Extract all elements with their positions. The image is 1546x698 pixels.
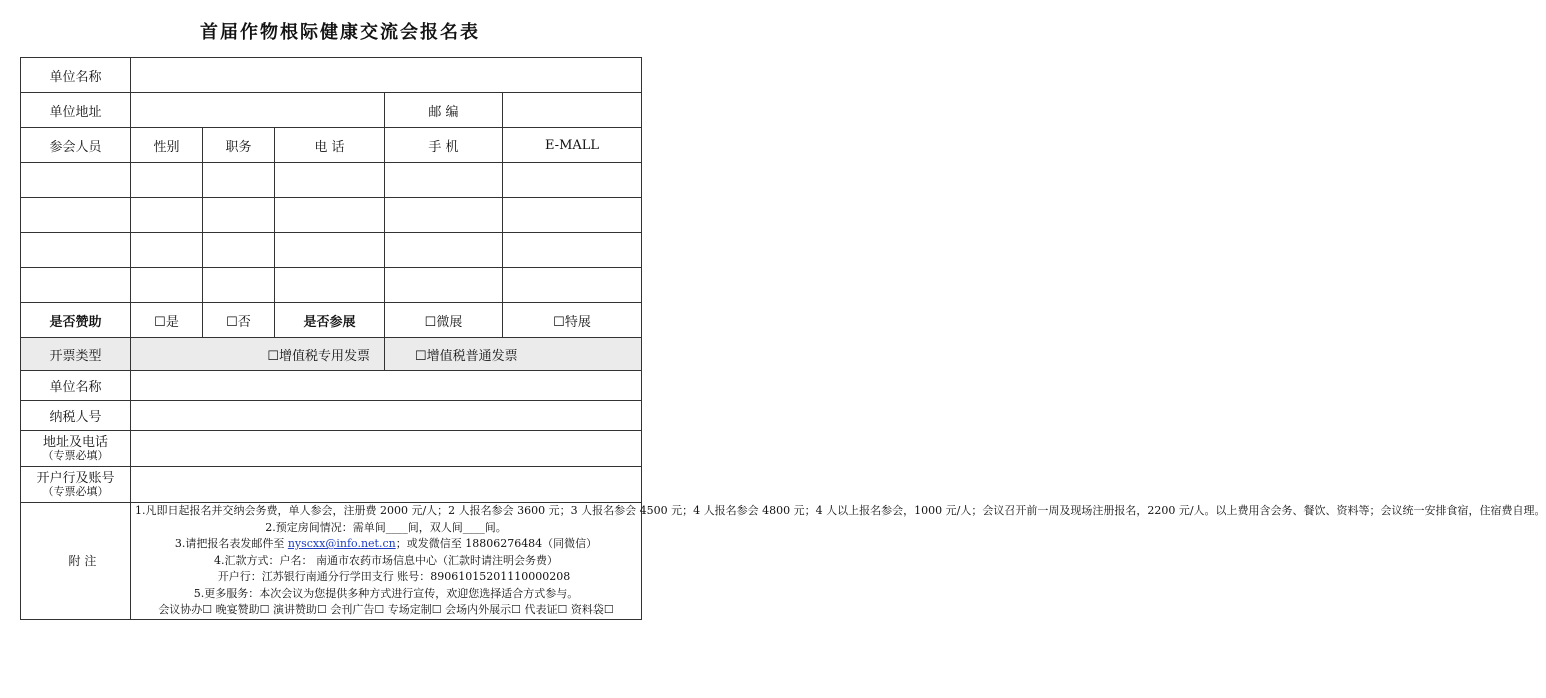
invoice-unit-name-field[interactable] [131, 371, 642, 401]
invoice-unit-name-label: 单位名称 [21, 371, 131, 401]
note-submission-suffix: ；或发微信至 18806276484（同微信） [395, 537, 598, 550]
row-address-phone [21, 431, 642, 467]
notes-label-cell [21, 503, 131, 620]
gender-header: 性别 [131, 128, 203, 163]
row-unit-address [21, 93, 642, 128]
row-notes [21, 503, 642, 620]
service-options[interactable]: 会议协办☐ 晚宴赞助☐ 演讲赞助☐ 会刊广告☐ 专场定制☐ 会场内外展示☐ 代表证☐ 资料袋☐ [158, 603, 614, 616]
email-link[interactable]: nyscxx@info.net.cn [287, 537, 396, 550]
address-phone-field[interactable] [131, 431, 642, 467]
exhibit-label: 是否参展 [275, 303, 385, 338]
note-remittance: 4.汇款方式：户名： 南通市农药市场信息中心（汇款时请注明会务费） [214, 553, 558, 567]
attendee-phone-cell[interactable] [275, 268, 385, 303]
attendee-email-cell[interactable] [503, 233, 642, 268]
attendee-phone-cell[interactable] [275, 198, 385, 233]
sponsor-label: 是否赞助 [21, 303, 131, 338]
postcode-label: 邮 编 [385, 93, 503, 128]
attendees-header: 参会人员 [21, 128, 131, 163]
attendee-email-cell[interactable] [503, 198, 642, 233]
bank-account-label [21, 467, 131, 503]
unit-name-field[interactable] [131, 58, 642, 93]
attendee-gender-cell[interactable] [131, 198, 203, 233]
attendee-name-cell[interactable] [21, 163, 131, 198]
row-sponsor-exhibit [21, 303, 642, 338]
note-bank-account: 开户行：江苏银行南通分行学田支行 账号：89061015201110000208 [217, 570, 571, 583]
note-submission-prefix: 3.请把报名表发邮件至 [174, 537, 288, 550]
attendee-mobile-cell[interactable] [385, 268, 503, 303]
attendee-row [21, 198, 642, 233]
note-fees: 1.凡即日起报名并交纳会务费，单人参会，注册费 2000 元/人；2 人报名参会 3600 元；3 人报名参会 4500 元；4 人报名参会 4800 元；4 人以上报名参会，1000 元/人；会议召开前一周及现场注册报名，2200 元/人。以上费用含会务、餐饮、资料等；会议统一安排食宿，住宿费自理。 [135, 504, 1546, 517]
registration-form-table [20, 57, 1546, 620]
note-room-booking: 2.预定房间情况：需单间____间，双人间____间。 [265, 520, 507, 534]
row-attendee-headers [21, 128, 642, 163]
special-booth-checkbox[interactable]: ☐特展 [503, 303, 642, 338]
row-unit-name [21, 58, 642, 93]
note-more-services: 5.更多服务：本次会议为您提供多种方式进行宣传，欢迎您选择适合方式参与。 [193, 586, 579, 600]
notes-label: 附 注 [68, 553, 97, 568]
row-tax-id [21, 401, 642, 431]
attendee-mobile-cell[interactable] [385, 233, 503, 268]
attendee-gender-cell[interactable] [131, 233, 203, 268]
attendee-phone-cell[interactable] [275, 163, 385, 198]
attendee-row [21, 163, 642, 198]
unit-address-label: 单位地址 [21, 93, 131, 128]
position-header: 职务 [203, 128, 275, 163]
attendee-mobile-cell[interactable] [385, 198, 503, 233]
row-invoice-type [21, 338, 642, 371]
email-header: E-MALL [503, 128, 642, 163]
unit-name-label: 单位名称 [21, 58, 131, 93]
note-submission [135, 536, 637, 553]
attendee-position-cell[interactable] [203, 198, 275, 233]
attendee-gender-cell[interactable] [131, 163, 203, 198]
mobile-header: 手 机 [385, 128, 503, 163]
attendee-position-cell[interactable] [203, 163, 275, 198]
attendee-email-cell[interactable] [503, 268, 642, 303]
postcode-field[interactable] [503, 93, 642, 128]
attendee-gender-cell[interactable] [131, 268, 203, 303]
phone-header: 电 话 [275, 128, 385, 163]
attendee-mobile-cell[interactable] [385, 163, 503, 198]
attendee-row [21, 233, 642, 268]
attendee-email-cell[interactable] [503, 163, 642, 198]
address-phone-required-note: （专票必填） [42, 449, 109, 462]
bank-account-required-note: （专票必填） [42, 485, 109, 498]
attendee-name-cell[interactable] [21, 233, 131, 268]
attendee-name-cell[interactable] [21, 198, 131, 233]
form-title: 首届作物根际健康交流会报名表 [200, 22, 480, 43]
normal-vat-checkbox[interactable]: ☐增值税普通发票 [385, 338, 642, 371]
tax-id-field[interactable] [131, 401, 642, 431]
attendee-name-cell[interactable] [21, 268, 131, 303]
attendee-row [21, 268, 642, 303]
sponsor-no-checkbox[interactable]: ☐否 [203, 303, 275, 338]
bank-account-field[interactable] [131, 467, 642, 503]
attendee-position-cell[interactable] [203, 233, 275, 268]
row-bank-account [21, 467, 642, 503]
address-phone-label [21, 431, 131, 467]
address-phone-title: 地址及电话 [42, 435, 108, 450]
unit-address-field[interactable] [131, 93, 385, 128]
notes-content [131, 503, 1546, 620]
attendee-position-cell[interactable] [203, 268, 275, 303]
attendee-phone-cell[interactable] [275, 233, 385, 268]
special-vat-checkbox[interactable]: ☐增值税专用发票 [131, 338, 385, 371]
row-invoice-unit-name [21, 371, 642, 401]
bank-account-title: 开户行及账号 [36, 471, 115, 486]
invoice-type-label: 开票类型 [21, 338, 131, 371]
tax-id-label: 纳税人号 [21, 401, 131, 431]
sponsor-yes-checkbox[interactable]: ☐是 [131, 303, 203, 338]
micro-booth-checkbox[interactable]: ☐微展 [385, 303, 503, 338]
